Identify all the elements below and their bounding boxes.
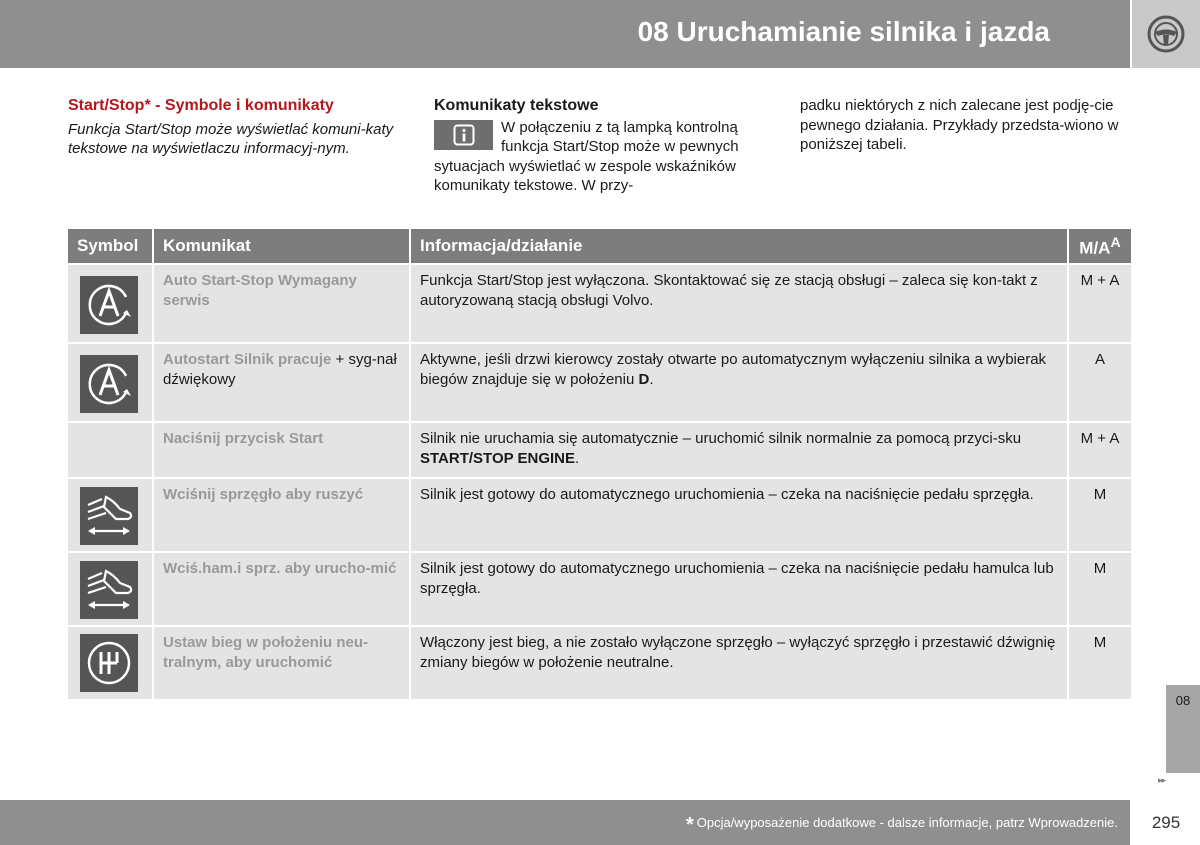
info-end: .	[575, 450, 580, 467]
header-message: Komunikat	[153, 229, 410, 264]
mode-cell: M	[1068, 626, 1131, 699]
message-text: Naciśnij przycisk Start	[163, 430, 324, 447]
info-text: Funkcja Start/Stop jest wyłączona. Skontaktować się ze stacją obsługi – zaleca się kon-takt z autoryzowaną stacją obsługi Volvo.	[420, 272, 1038, 309]
header-mode	[1068, 229, 1131, 264]
intro-column-3	[800, 96, 1140, 155]
auto-start-stop-icon	[80, 276, 138, 334]
info-cell	[410, 343, 1068, 422]
footer-bar	[0, 800, 1130, 845]
table-row	[68, 626, 1131, 699]
footer-note	[686, 814, 1118, 837]
auto-start-stop-icon	[80, 355, 138, 413]
footer-star: *	[685, 814, 694, 836]
symbol-cell	[68, 343, 153, 422]
text-messages-heading: Komunikaty tekstowe	[434, 97, 599, 114]
message-text: Autostart Silnik pracuje	[163, 351, 332, 368]
gear-neutral-icon	[80, 634, 138, 692]
info-text: Aktywne, jeśli drzwi kierowcy zostały otwarte po automatycznym wyłączeniu silnika a wybierak biegów znajduje się w położeniu	[420, 351, 1047, 388]
info-text: Silnik jest gotowy do automatycznego uruchomienia – czeka na naciśnięcie pedału hamulca lub sprzęgła.	[420, 560, 1054, 597]
message-cell	[153, 552, 410, 626]
info-end: .	[649, 371, 654, 388]
clutch-pedal-icon	[80, 561, 138, 619]
header-bar	[0, 0, 1130, 68]
intro-column-2	[434, 96, 774, 196]
symbol-cell	[68, 478, 153, 552]
header-symbol: Symbol	[68, 229, 153, 264]
table-row	[68, 552, 1131, 626]
symbol-cell	[68, 626, 153, 699]
info-bold: START/STOP ENGINE	[420, 450, 576, 467]
info-cell	[410, 552, 1068, 626]
mode-cell: A	[1068, 343, 1131, 422]
info-text: Silnik nie uruchamia się automatycznie – uruchomić silnik normalnie za pomocą przyci-sku	[420, 430, 1022, 447]
table-header-row	[68, 229, 1131, 264]
message-cell	[153, 626, 410, 699]
mode-cell: M	[1068, 552, 1131, 626]
steering-wheel-icon	[1146, 14, 1186, 54]
message-text: Wciśnij sprzęgło aby ruszyć	[163, 486, 364, 503]
message-cell	[153, 343, 410, 422]
info-cell	[410, 626, 1068, 699]
info-cell	[410, 478, 1068, 552]
info-bold: D	[638, 371, 650, 388]
info-lamp-icon	[453, 124, 475, 146]
chapter-tab-label: 08	[1175, 693, 1191, 708]
info-cell	[410, 264, 1068, 343]
text-messages-body: W połączeniu z tą lampką kontrolną funkcja Start/Stop może w pewnych sytuacjach wyświetlać w zespole wskaźników komunikaty tekstowe. W przy-	[434, 118, 739, 194]
header-mode-label: M/A	[1079, 238, 1111, 258]
symbol-cell	[68, 264, 153, 343]
header-info: Informacja/działanie	[410, 229, 1068, 264]
info-text: Włączony jest bieg, a nie zostało wyłączone sprzęgło – wyłączyć sprzęgło i przestawić dźwignię zmiany biegów w położenie neutralne.	[420, 634, 1056, 671]
page-title: 08 Uruchamianie silnika i jazda	[637, 16, 1050, 47]
table-row	[68, 478, 1131, 552]
message-text: Wciś.ham.i sprz. aby urucho-mić	[163, 560, 397, 577]
section-title: Start/Stop* - Symbole i komunikaty	[68, 97, 334, 114]
info-text: Silnik jest gotowy do automatycznego uruchomienia – czeka na naciśnięcie pedału sprzęgła.	[420, 486, 1034, 503]
next-page-icon[interactable]: ▸▸	[1158, 775, 1166, 785]
symbol-cell	[68, 552, 153, 626]
section-description: Funkcja Start/Stop może wyświetlać komuni-katy tekstowe na wyświetlaczu informacyj-nym.	[68, 120, 394, 157]
info-cell	[410, 422, 1068, 478]
symbol-cell	[68, 422, 153, 478]
message-text: Ustaw bieg w położeniu neu-tralnym, aby uruchomić	[163, 634, 369, 671]
mode-cell: M + A	[1068, 264, 1131, 343]
chapter-tab[interactable]	[1166, 685, 1200, 773]
info-lamp-badge	[434, 120, 493, 150]
clutch-pedal-icon	[80, 487, 138, 545]
header-mode-sup: A	[1110, 235, 1121, 252]
table-row	[68, 343, 1131, 422]
messages-table	[68, 229, 1131, 699]
table-row	[68, 264, 1131, 343]
intro-column-1	[68, 96, 398, 159]
page-number: 295	[1132, 800, 1200, 845]
message-cell	[153, 422, 410, 478]
message-suffix: + syg-nał dźwiękowy	[163, 351, 397, 388]
message-text: Auto Start-Stop Wymagany serwis	[163, 272, 357, 309]
mode-cell: M + A	[1068, 422, 1131, 478]
footer-note-text: Opcja/wyposażenie dodatkowe - dalsze informacje, patrz Wprowadzenie.	[696, 815, 1118, 830]
message-cell	[153, 264, 410, 343]
message-cell	[153, 478, 410, 552]
chapter-icon-box	[1132, 0, 1200, 68]
table-row	[68, 422, 1131, 478]
text-messages-continued: padku niektórych z nich zalecane jest podję-cie pewnego działania. Przykłady przedsta-wiono w poniższej tabeli.	[800, 97, 1119, 153]
mode-cell: M	[1068, 478, 1131, 552]
